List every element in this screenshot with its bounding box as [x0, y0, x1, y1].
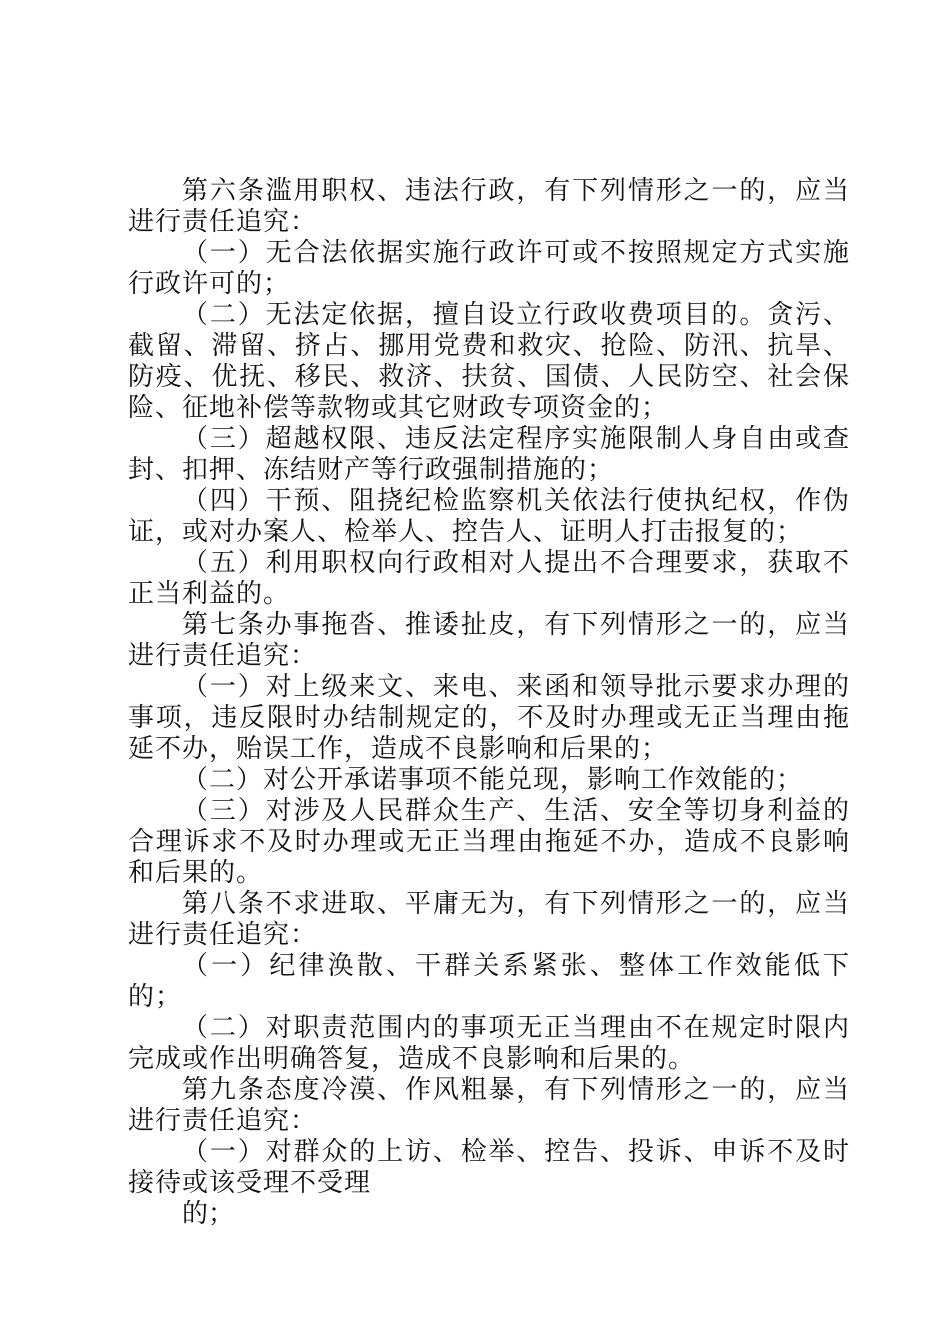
- article-8-item-1: （一）纪律涣散、干群关系紧张、整体工作效能低下的；: [128, 951, 850, 1012]
- article-8-item-2: （二）对职责范围内的事项无正当理由不在规定时限内完成或作出明确答复，造成不良影响和后果的。: [128, 1013, 850, 1074]
- article-6-item-5: （五）利用职权向行政相对人提出不合理要求，获取不正当利益的。: [128, 548, 850, 609]
- document-body: [128, 176, 850, 1230]
- article-7-heading: 第七条办事拖沓、推诿扯皮，有下列情形之一的，应当进行责任追究：: [128, 610, 850, 671]
- article-8-heading: 第八条不求进取、平庸无为，有下列情形之一的，应当进行责任追究：: [128, 889, 850, 950]
- article-7-item-2: （二）对公开承诺事项不能兑现，影响工作效能的；: [182, 765, 804, 795]
- article-6-heading: 第六条滥用职权、违法行政，有下列情形之一的，应当进行责任追究：: [128, 176, 850, 237]
- article-9-item-1-continuation: 的；: [182, 1199, 235, 1229]
- article-9-item-1: （一）对群众的上访、检举、控告、投诉、申诉不及时接待或该受理不受理: [128, 1137, 850, 1198]
- article-6-item-4: （四）干预、阻挠纪检监察机关依法行使执纪权，作伪证，或对办案人、检举人、控告人、证明人打击报复的；: [128, 486, 850, 547]
- article-7-item-1: （一）对上级来文、来电、来函和领导批示要求办理的事项，违反限时办结制规定的，不及时办理或无正当理由拖延不办，贻误工作，造成不良影响和后果的；: [128, 672, 850, 764]
- article-7-item-3: （三）对涉及人民群众生产、生活、安全等切身利益的合理诉求不及时办理或无正当理由拖延不办，造成不良影响和后果的。: [128, 796, 850, 888]
- article-6-item-3: （三）超越权限、违反法定程序实施限制人身自由或查封、扣押、冻结财产等行政强制措施的；: [128, 424, 850, 485]
- article-6-item-2: （二）无法定依据，擅自设立行政收费项目的。贪污、截留、滞留、挤占、挪用党费和救灾、抢险、防汛、抗旱、防疫、优抚、移民、救济、扶贫、国债、人民防空、社会保险、征地补偿等款物或其它财政专项资金的；: [128, 300, 850, 423]
- article-6-item-1: （一）无合法依据实施行政许可或不按照规定方式实施行政许可的；: [128, 238, 850, 299]
- article-9-heading: 第九条态度冷漠、作风粗暴，有下列情形之一的，应当进行责任追究：: [128, 1075, 850, 1136]
